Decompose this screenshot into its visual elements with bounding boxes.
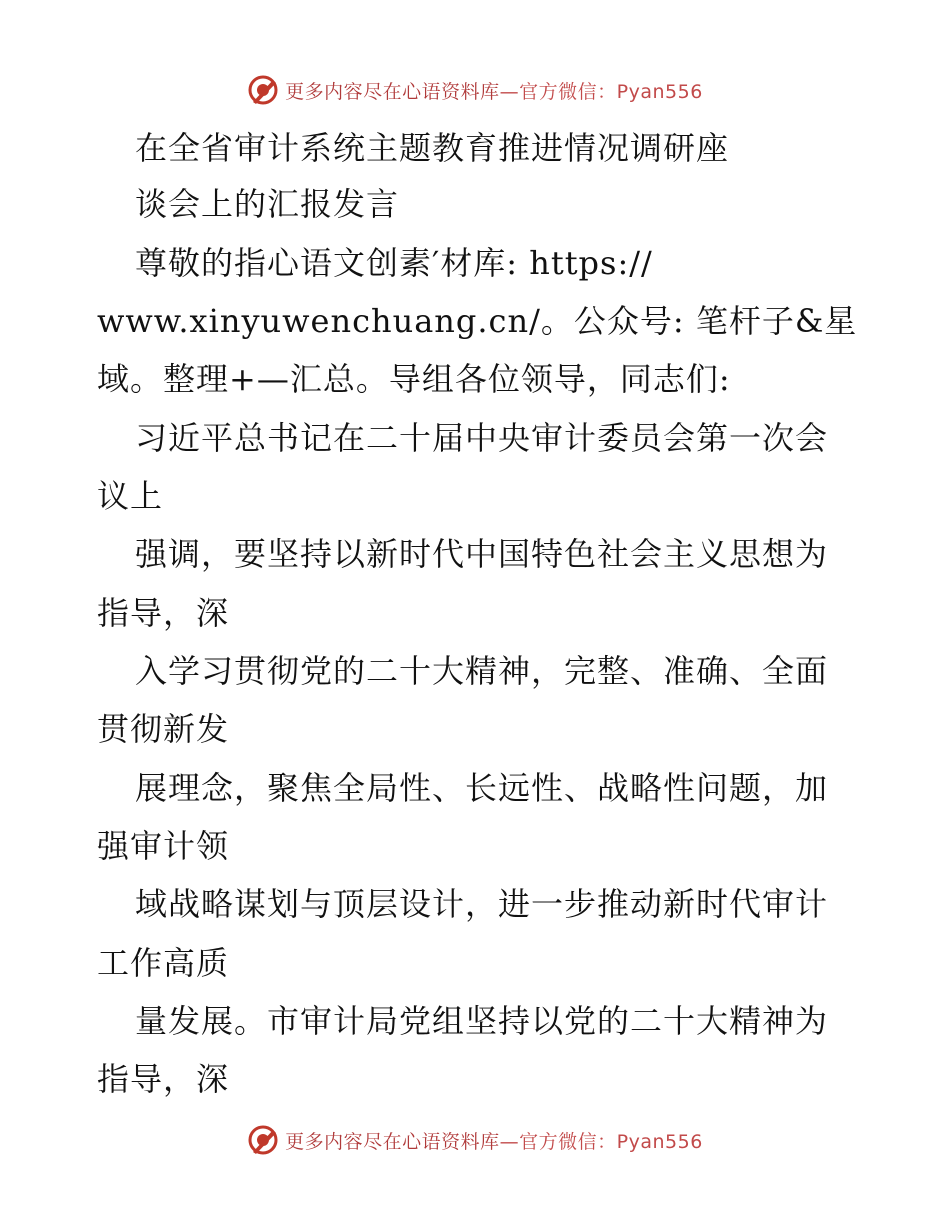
- banner-text: [285, 1127, 703, 1154]
- text-line: 量发展。市审计局党组坚持以党的二十大精神为: [135, 1002, 829, 1040]
- banner-text-wechat: —官方微信：Pyan556: [499, 80, 703, 103]
- text-line: 尊敬的指心语文创素′材库: https://: [135, 244, 653, 282]
- pen-circle-logo-icon: [247, 74, 279, 106]
- banner-text: [285, 77, 703, 104]
- banner-text-wechat: —官方微信：Pyan556: [499, 1130, 703, 1153]
- text-line: 展理念，聚焦全局性、长远性、战略性问题，加: [135, 769, 829, 807]
- pen-circle-logo-icon: [247, 1124, 279, 1156]
- text-line: 谈会上的汇报发言: [135, 185, 400, 223]
- text-line: 议上: [97, 477, 164, 515]
- text-line: 域战略谋划与顶层设计，进一步推动新时代审计: [135, 885, 829, 923]
- text-line: 域。整理+—汇总。导组各位领导，同志们:: [97, 360, 731, 398]
- header-banner: [0, 70, 950, 110]
- text-line: 工作高质: [97, 944, 230, 982]
- text-line: 习近平总书记在二十届中央审计委员会第一次会: [135, 419, 829, 457]
- footer-banner: [0, 1120, 950, 1160]
- text-line: 在全省审计系统主题教育推进情况调研座: [135, 129, 730, 167]
- header-banner-inner: [247, 74, 703, 106]
- text-line: 指导，深: [97, 594, 230, 632]
- text-line: 强调，要坚持以新时代中国特色社会主义思想为: [135, 535, 829, 573]
- footer-banner-inner: [247, 1124, 703, 1156]
- banner-text-main: 更多内容尽在心语资料库: [285, 80, 500, 103]
- banner-text-main: 更多内容尽在心语资料库: [285, 1130, 500, 1153]
- text-line: 入学习贯彻党的二十大精神，完整、准确、全面: [135, 652, 829, 690]
- text-line: 强审计领: [97, 827, 230, 865]
- text-line: 指导，深: [97, 1060, 230, 1098]
- text-line: 贯彻新发: [97, 710, 230, 748]
- text-line: www.xinyuwenchuang.cn/。公众号: 笔杆子&星: [97, 302, 858, 340]
